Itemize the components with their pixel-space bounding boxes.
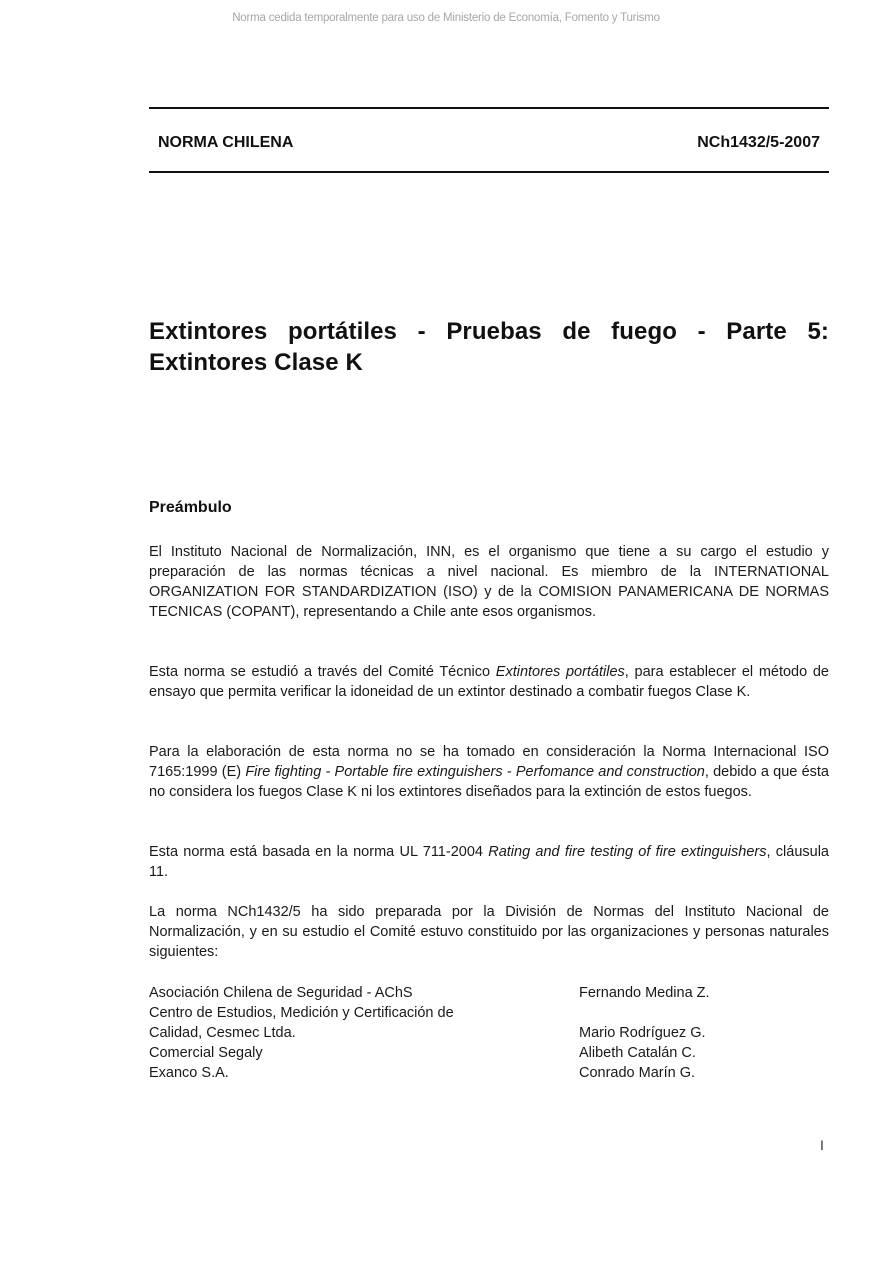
member-organization: Comercial Segaly bbox=[149, 1045, 263, 1061]
member-organization: Centro de Estudios, Medición y Certificación de bbox=[149, 1005, 454, 1021]
header-norma-label: NORMA CHILENA bbox=[158, 134, 294, 151]
committee-members-list bbox=[149, 983, 829, 1083]
paragraph-inn: El Instituto Nacional de Normalización, INN, es el organismo que tiene a su cargo el estudio y preparación de las normas técnicas a nivel nacional. Es miembro de la INTERNATIONAL ORGANIZATION FOR STANDARDIZATION (ISO) y de la COMISION PANAMERICANA DE NORMAS TECNICAS (COPANT), representando a Chile ante esos organismos. bbox=[149, 544, 829, 620]
paragraph-text: Para la elaboración de esta norma no se ha tomado en consideración la Norma Internacional ISO 7165:1999 (E) bbox=[149, 744, 829, 780]
member-row bbox=[149, 1063, 829, 1083]
member-row bbox=[149, 1003, 829, 1023]
paragraph-italic-text: Rating and fire testing of fire extinguishers bbox=[488, 844, 767, 860]
header-top-rule bbox=[149, 107, 829, 109]
page-number: I bbox=[820, 1137, 824, 1153]
paragraph-ul-basis bbox=[149, 842, 829, 882]
paragraph-preparation: La norma NCh1432/5 ha sido preparada por la División de Normas del Instituto Nacional de Normalización, y en su estudio el Comité estuvo constituido por las organizaciones y personas naturales siguientes: bbox=[149, 904, 829, 960]
member-row bbox=[149, 1023, 829, 1043]
paragraph-text: Esta norma se estudió a través del Comité Técnico bbox=[149, 664, 496, 680]
member-row bbox=[149, 1043, 829, 1063]
member-organization: Exanco S.A. bbox=[149, 1065, 229, 1081]
member-person: Alibeth Catalán C. bbox=[579, 1045, 696, 1061]
member-person: Fernando Medina Z. bbox=[579, 985, 710, 1001]
member-person: Mario Rodríguez G. bbox=[579, 1025, 706, 1041]
member-person: Conrado Marín G. bbox=[579, 1065, 696, 1081]
header-norm-code: NCh1432/5-2007 bbox=[697, 134, 820, 151]
member-row bbox=[149, 983, 829, 1003]
watermark-text: Norma cedida temporalmente para uso de Ministerio de Economía, Fomento y Turismo bbox=[232, 12, 660, 24]
paragraph-italic-text: Fire fighting - Portable fire extinguishers - Perfomance and construction bbox=[245, 764, 705, 780]
document-header bbox=[158, 134, 820, 152]
paragraph-committee bbox=[149, 662, 829, 702]
document-title: Extintores portátiles - Pruebas de fuego - Parte 5: Extintores Clase K bbox=[149, 318, 829, 376]
header-bottom-rule bbox=[149, 171, 829, 173]
paragraph-text: , debido a que ésta no considera los fuegos Clase K ni los extintores diseñados para la extinción de estos fuegos. bbox=[149, 764, 829, 800]
section-heading-preambulo: Preámbulo bbox=[149, 499, 232, 516]
paragraph-text: Esta norma está basada en la norma UL 711-2004 bbox=[149, 844, 489, 860]
paragraph-text: , para establecer el método de ensayo que permita verificar la idoneidad de un extintor destinado a combatir fuegos Clase K. bbox=[149, 664, 830, 700]
paragraph-italic-text: Extintores portátiles bbox=[495, 664, 625, 680]
member-organization: Asociación Chilena de Seguridad - AChS bbox=[149, 985, 413, 1001]
member-person bbox=[579, 1003, 829, 1023]
paragraph-iso-reference bbox=[149, 742, 829, 802]
paragraph-text: , cláusula 11. bbox=[149, 844, 829, 880]
member-organization: Calidad, Cesmec Ltda. bbox=[149, 1025, 296, 1041]
